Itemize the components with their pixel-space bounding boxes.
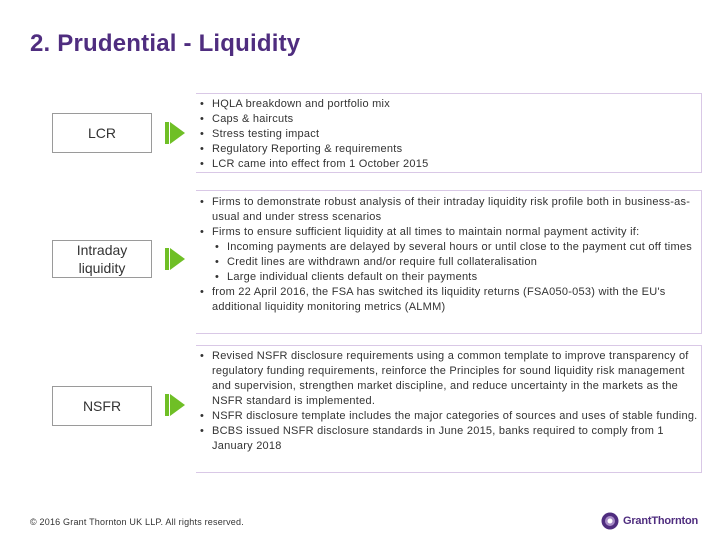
nsfr-bullet-list — [196, 349, 701, 454]
list-item: • LCR came into effect from 1 October 2015 — [196, 157, 701, 172]
label-nsfr: NSFR — [52, 386, 152, 426]
arrow-nsfr-icon — [170, 394, 185, 416]
list-item: • Revised NSFR disclosure requirements using a common template to improve transparency of regulatory funding requirements, reinforce the Principles for sound liquidity risk management and supervision, strengthen market discipline, and reduce uncertainty in the markets as the NSFR standard is implemented. — [196, 349, 701, 409]
intraday-bullet-list — [196, 195, 701, 315]
list-item: • HQLA breakdown and portfolio mix — [196, 97, 701, 112]
content-nsfr — [196, 345, 702, 473]
lcr-bullet-list — [196, 97, 701, 172]
list-item: • Regulatory Reporting & requirements — [196, 142, 701, 157]
arrow-lcr-icon — [170, 122, 185, 144]
label-lcr: LCR — [52, 113, 152, 153]
list-item: • Stress testing impact — [196, 127, 701, 142]
list-item: • Caps & haircuts — [196, 112, 701, 127]
grant-thornton-logo — [601, 512, 698, 530]
list-item: • Firms to ensure sufficient liquidity at all times to maintain normal payment activity if: — [196, 225, 701, 240]
list-item: • BCBS issued NSFR disclosure standards in June 2015, banks required to comply from 1 January 2018 — [196, 424, 701, 454]
arrow-intraday-icon — [170, 248, 185, 270]
label-intraday-liquidity: Intraday liquidity — [52, 240, 152, 278]
sub-list-item: • Large individual clients default on their payments — [196, 270, 701, 285]
content-lcr — [196, 93, 702, 173]
list-item: • Firms to demonstrate robust analysis of their intraday liquidity risk profile both in business-as-usual and under stress scenarios — [196, 195, 701, 225]
logo-text: GrantThornton — [623, 515, 698, 527]
page-title: 2. Prudential - Liquidity — [30, 30, 301, 57]
list-item: • from 22 April 2016, the FSA has switched its liquidity returns (FSA050-053) with the EU's additional liquidity monitoring metrics (ALMM) — [196, 285, 701, 315]
list-item: • NSFR disclosure template includes the major categories of sources and uses of stable funding. — [196, 409, 701, 424]
grant-thornton-logo-icon — [601, 512, 619, 530]
content-intraday-liquidity — [196, 190, 702, 334]
sub-list-item: • Credit lines are withdrawn and/or require full collateralisation — [196, 255, 701, 270]
copyright-footer: © 2016 Grant Thornton UK LLP. All rights reserved. — [30, 517, 244, 527]
sub-list-item: • Incoming payments are delayed by several hours or until close to the payment cut off times — [196, 240, 701, 255]
